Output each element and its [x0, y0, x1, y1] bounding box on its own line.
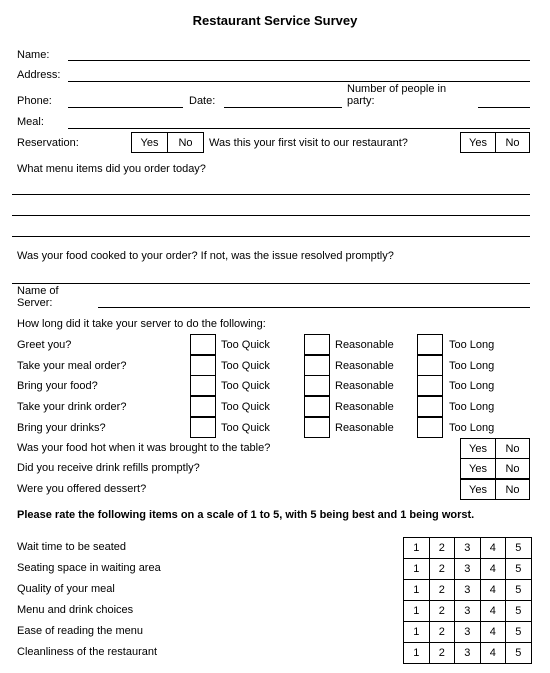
timing-option-label: Reasonable — [335, 339, 394, 351]
rating-option-cell[interactable]: 4 — [480, 558, 507, 580]
date-field[interactable] — [224, 107, 342, 108]
yes-box[interactable]: Yes — [460, 438, 496, 459]
rating-option-cell[interactable]: 3 — [454, 558, 481, 580]
rating-option-cell[interactable]: 4 — [480, 537, 507, 559]
rating-option-cell[interactable]: 4 — [480, 621, 507, 643]
yes-box[interactable]: Yes — [460, 479, 496, 500]
menu-items-question: What menu items did you order today? — [17, 163, 206, 175]
timing-option-label: Reasonable — [335, 422, 394, 434]
rating-item-label: Wait time to be seated — [17, 541, 127, 553]
timing-option-label: Too Quick — [221, 422, 270, 434]
timing-checkbox[interactable] — [304, 355, 330, 376]
rating-option-cell[interactable]: 1 — [403, 579, 430, 601]
name-label: Name: — [17, 49, 50, 61]
timing-checkbox[interactable] — [417, 334, 443, 355]
rating-option-cell[interactable]: 2 — [429, 579, 456, 601]
server-name-label-line1: Name of — [17, 285, 59, 297]
rating-option-cell[interactable]: 2 — [429, 600, 456, 622]
timing-option-label: Too Long — [449, 360, 495, 372]
people-label-line2: party: — [347, 95, 375, 107]
address-field[interactable] — [68, 81, 530, 82]
rating-option-cell[interactable]: 4 — [480, 579, 507, 601]
timing-checkbox[interactable] — [190, 355, 216, 376]
timing-option-label: Too Long — [449, 339, 495, 351]
timing-checkbox[interactable] — [190, 334, 216, 355]
timing-option-label: Too Long — [449, 422, 495, 434]
rating-option-cell[interactable]: 3 — [454, 600, 481, 622]
menu-items-line-1[interactable] — [12, 194, 530, 195]
rating-option-cell[interactable]: 5 — [505, 621, 532, 643]
rating-option-cell[interactable]: 2 — [429, 558, 456, 580]
no-box[interactable]: No — [495, 479, 530, 500]
rating-item-label: Menu and drink choices — [17, 604, 134, 616]
timing-checkbox[interactable] — [190, 417, 216, 438]
rating-option-cell[interactable]: 1 — [403, 600, 430, 622]
rating-option-cell[interactable]: 3 — [454, 537, 481, 559]
rating-option-cell[interactable]: 5 — [505, 642, 532, 664]
no-box[interactable]: No — [495, 458, 530, 479]
timing-checkbox[interactable] — [190, 375, 216, 396]
yes-no-question: Did you receive drink refills promptly? — [17, 462, 200, 474]
timing-option-label: Too Quick — [221, 339, 270, 351]
food-cooked-question: Was your food cooked to your order? If not, was the issue resolved promptly? — [17, 250, 394, 262]
rating-option-cell[interactable]: 5 — [505, 558, 532, 580]
yes-no-question: Was your food hot when it was brought to the table? — [17, 442, 271, 454]
rating-item-label: Seating space in waiting area — [17, 562, 161, 574]
address-label: Address: — [17, 69, 61, 81]
menu-items-line-2[interactable] — [12, 215, 530, 216]
timing-option-label: Too Quick — [221, 401, 270, 413]
first-visit-no-box[interactable]: No — [495, 132, 530, 153]
timing-row-label: Take your meal order? — [17, 360, 127, 372]
meal-field[interactable] — [68, 128, 530, 129]
timing-checkbox[interactable] — [417, 355, 443, 376]
timing-checkbox[interactable] — [417, 417, 443, 438]
timing-checkbox[interactable] — [304, 334, 330, 355]
rating-item-label: Cleanliness of the restaurant — [17, 646, 158, 658]
timing-option-label: Too Long — [449, 380, 495, 392]
rating-option-cell[interactable]: 2 — [429, 642, 456, 664]
server-name-label-line2: Server: — [17, 297, 53, 309]
food-cooked-line[interactable] — [12, 283, 530, 284]
rating-heading: Please rate the following items on a scale of 1 to 5, with 5 being best and 1 being worst. — [17, 509, 475, 521]
rating-option-cell[interactable]: 5 — [505, 537, 532, 559]
timing-checkbox[interactable] — [190, 396, 216, 417]
rating-option-cell[interactable]: 1 — [403, 621, 430, 643]
rating-option-cell[interactable]: 5 — [505, 579, 532, 601]
timing-checkbox[interactable] — [304, 375, 330, 396]
timing-option-label: Too Quick — [221, 360, 270, 372]
menu-items-line-3[interactable] — [12, 236, 530, 237]
timing-checkbox[interactable] — [304, 417, 330, 438]
timing-option-label: Reasonable — [335, 401, 394, 413]
first-visit-yes-box[interactable]: Yes — [460, 132, 496, 153]
phone-field[interactable] — [68, 107, 183, 108]
rating-option-cell[interactable]: 1 — [403, 558, 430, 580]
rating-option-cell[interactable]: 5 — [505, 600, 532, 622]
rating-option-cell[interactable]: 3 — [454, 621, 481, 643]
timing-checkbox[interactable] — [417, 396, 443, 417]
timing-option-label: Reasonable — [335, 380, 394, 392]
timing-checkbox[interactable] — [304, 396, 330, 417]
rating-option-cell[interactable]: 3 — [454, 642, 481, 664]
rating-option-cell[interactable]: 4 — [480, 642, 507, 664]
meal-label: Meal: — [17, 116, 44, 128]
rating-option-cell[interactable]: 1 — [403, 642, 430, 664]
rating-option-cell[interactable]: 2 — [429, 621, 456, 643]
reservation-yes-box[interactable]: Yes — [131, 132, 168, 153]
phone-label: Phone: — [17, 95, 52, 107]
people-label-line1: Number of people in — [347, 83, 447, 95]
people-field[interactable] — [478, 107, 530, 108]
rating-item-label: Quality of your meal — [17, 583, 115, 595]
timing-row-label: Greet you? — [17, 339, 72, 351]
timing-option-label: Reasonable — [335, 360, 394, 372]
rating-option-cell[interactable]: 3 — [454, 579, 481, 601]
reservation-no-box[interactable]: No — [167, 132, 204, 153]
timing-option-label: Too Long — [449, 401, 495, 413]
timing-checkbox[interactable] — [417, 375, 443, 396]
first-visit-question: Was this your first visit to our restaurant? — [209, 137, 408, 149]
rating-option-cell[interactable]: 1 — [403, 537, 430, 559]
timing-row-label: Bring your food? — [17, 380, 98, 392]
server-name-field[interactable] — [98, 307, 530, 308]
yes-box[interactable]: Yes — [460, 458, 496, 479]
reservation-label: Reservation: — [17, 137, 79, 149]
rating-option-cell[interactable]: 2 — [429, 537, 456, 559]
timing-row-label: Bring your drinks? — [17, 422, 106, 434]
timing-heading: How long did it take your server to do the following: — [17, 318, 266, 330]
timing-option-label: Too Quick — [221, 380, 270, 392]
rating-option-cell[interactable]: 4 — [480, 600, 507, 622]
yes-no-question: Were you offered dessert? — [17, 483, 147, 495]
rating-item-label: Ease of reading the menu — [17, 625, 143, 637]
timing-row-label: Take your drink order? — [17, 401, 127, 413]
name-field[interactable] — [68, 60, 530, 61]
date-label: Date: — [189, 95, 216, 107]
page-title: Restaurant Service Survey — [192, 13, 358, 28]
no-box[interactable]: No — [495, 438, 530, 459]
